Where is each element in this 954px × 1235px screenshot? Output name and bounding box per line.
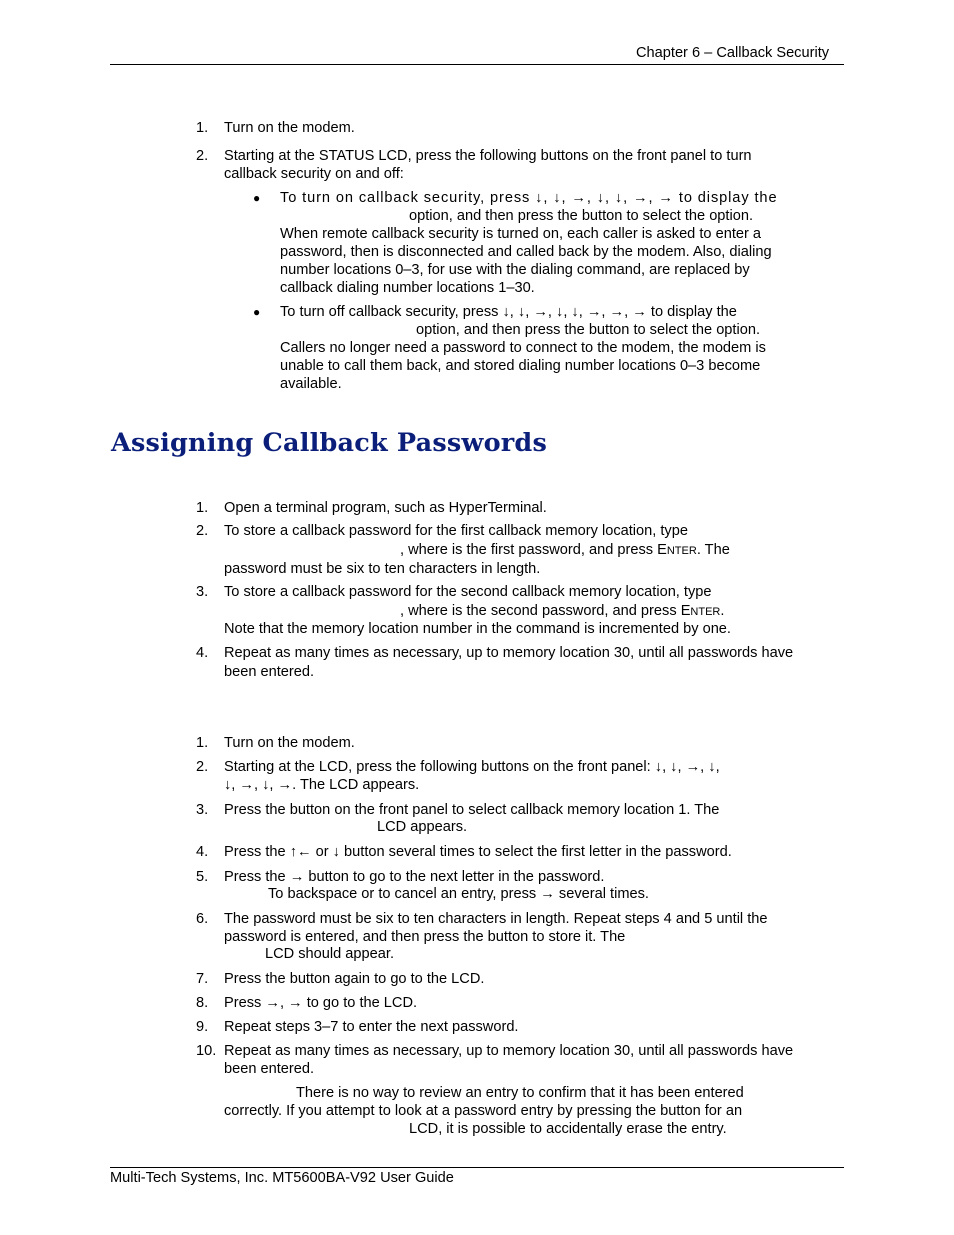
step-number: 2.	[196, 759, 209, 775]
step-text: To store a callback password for the second callback memory location, type	[224, 584, 712, 600]
step-text: password must be six to ten characters in length.	[224, 561, 541, 577]
step-text: ↓, →, ↓, →. The LCD appears.	[224, 777, 420, 793]
step-number: 4.	[196, 844, 209, 860]
step-text: LCD appears.	[377, 819, 468, 835]
bullet-text: Callers no longer need a password to connect to the modem, the modem is	[280, 340, 766, 356]
step-text: Press the ↑← or ↓ button several times to select the first letter in the password.	[224, 844, 732, 860]
step-number: 3.	[196, 584, 209, 600]
note-text: LCD, it is possible to accidentally erase the entry.	[409, 1121, 727, 1137]
step-number: 10.	[196, 1043, 217, 1059]
note-text: correctly. If you attempt to look at a password entry by pressing the button for an	[224, 1103, 743, 1119]
step-number: 5.	[196, 869, 209, 885]
chapter-header: Chapter 6 – Callback Security	[636, 45, 830, 61]
step-text: , where is the first password, and press ENTER. The	[400, 542, 730, 558]
step-text: Starting at the STATUS LCD, press the following buttons on the front panel to turn	[224, 148, 752, 164]
step-text: To backspace or to cancel an entry, press → several times.	[268, 886, 649, 902]
step-text: , where is the second password, and press ENTER.	[400, 603, 725, 619]
step-text: been entered.	[224, 664, 315, 680]
step-number: 4.	[196, 645, 209, 661]
bullet-text: password, then is disconnected and called back by the modem. Also, dialing	[280, 244, 772, 260]
step-text: Press the → button to go to the next letter in the password.	[224, 869, 605, 885]
section-title: Assigning Callback Passwords	[111, 428, 548, 458]
step-number: 3.	[196, 802, 209, 818]
bullet-dot: ●	[253, 191, 261, 205]
step-text: Repeat as many times as necessary, up to memory location 30, until all passwords have	[224, 645, 794, 661]
bullet-text: To turn off callback security, press ↓, ↓, →, ↓, ↓, →, →, → to display the	[280, 304, 737, 320]
step-text: Open a terminal program, such as HyperTerminal.	[224, 500, 547, 516]
step-number: 6.	[196, 911, 209, 927]
step-text: Press the button again to go to the LCD.	[224, 971, 485, 987]
step-text: Press →, → to go to the LCD.	[224, 995, 418, 1011]
bullet-text: option, and then press the button to select the option.	[409, 208, 754, 224]
note-text: There is no way to review an entry to confirm that it has been entered	[296, 1085, 744, 1101]
bullet-dot: ●	[253, 305, 261, 319]
step-text: Repeat as many times as necessary, up to memory location 30, until all passwords have	[224, 1043, 794, 1059]
step-text: Note that the memory location number in the command is incremented by one.	[224, 621, 731, 637]
step-text: callback security on and off:	[224, 166, 404, 182]
footer-text: Multi-Tech Systems, Inc. MT5600BA-V92 User Guide	[110, 1170, 454, 1186]
step-number: 1.	[196, 735, 209, 751]
step-text: Repeat steps 3–7 to enter the next password.	[224, 1019, 519, 1035]
step-text: To store a callback password for the first callback memory location, type	[224, 523, 688, 539]
header-rule	[110, 64, 844, 65]
bullet-text: option, and then press the button to select the option.	[416, 322, 761, 338]
step-text: been entered.	[224, 1061, 315, 1077]
step-text: Turn on the modem.	[224, 735, 355, 751]
bullet-text: unable to call them back, and stored dialing number locations 0–3 become	[280, 358, 761, 374]
step-number: 2.	[196, 523, 209, 539]
bullet-text: available.	[280, 376, 342, 392]
bullet-text: callback dialing number locations 1–30.	[280, 280, 535, 296]
footer-rule	[110, 1167, 844, 1168]
step-number: 1.	[196, 500, 209, 516]
bullet-text: To turn on callback security, press ↓, ↓, →, ↓, ↓, →, → to display the	[280, 190, 778, 206]
step-text: Turn on the modem.	[224, 120, 355, 136]
step-number: 7.	[196, 971, 209, 987]
step-number: 2.	[196, 148, 209, 164]
step-text: Press the button on the front panel to select callback memory location 1. The	[224, 802, 720, 818]
step-text: The password must be six to ten characters in length. Repeat steps 4 and 5 until the	[224, 911, 768, 927]
step-text: LCD should appear.	[265, 946, 394, 962]
step-text: password is entered, and then press the button to store it. The	[224, 929, 626, 945]
step-number: 9.	[196, 1019, 209, 1035]
bullet-text: number locations 0–3, for use with the dialing command, are replaced by	[280, 262, 750, 278]
step-number: 8.	[196, 995, 209, 1011]
bullet-text: When remote callback security is turned on, each caller is asked to enter a	[280, 226, 762, 242]
step-number: 1.	[196, 120, 209, 136]
step-text: Starting at the LCD, press the following buttons on the front panel: ↓, ↓, →, ↓,	[224, 759, 720, 775]
